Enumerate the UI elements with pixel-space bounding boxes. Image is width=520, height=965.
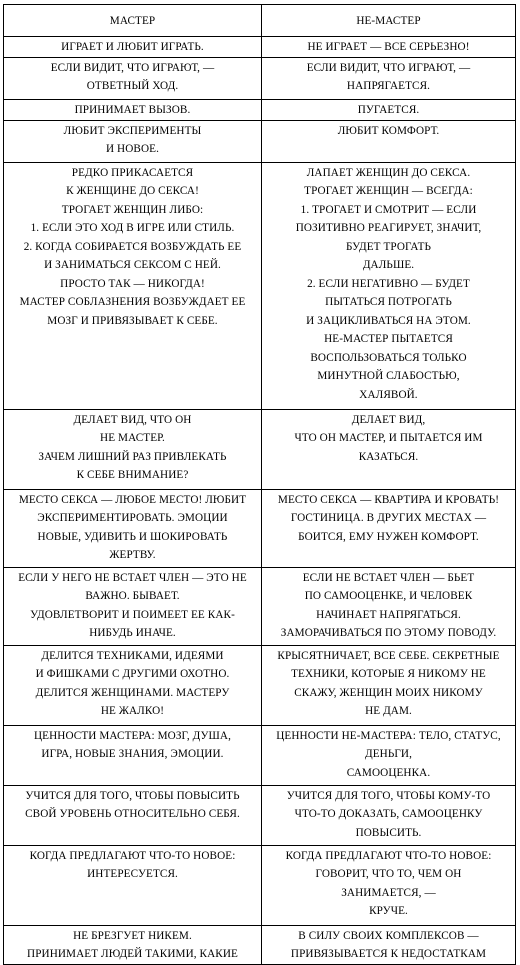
- table-row: [4, 489, 516, 567]
- header-label: НЕ-МАСТЕР: [356, 14, 421, 27]
- cell-line: ПРИНИМАЕТ ЛЮДЕЙ ТАКИМИ, КАКИЕ: [27, 948, 238, 960]
- cell-line: И НОВОЕ.: [105, 143, 159, 155]
- cell-master: [4, 409, 262, 489]
- cell-line: КОГДА ПРЕДЛАГАЮТ ЧТО-ТО НОВОЕ:: [29, 849, 236, 862]
- cell-line: МОЗГ И ПРИВЯЗЫВАЕТ К СЕБЕ.: [47, 314, 218, 327]
- header-label: МАСТЕР: [109, 14, 156, 27]
- cell-non-master: [262, 99, 516, 120]
- table-row: [4, 845, 516, 925]
- cell-non-master: [262, 409, 516, 489]
- cell-line: САМООЦЕНКА.: [346, 766, 431, 779]
- cell-master: [4, 37, 262, 58]
- cell-non-master: [262, 37, 516, 58]
- header-master: [4, 5, 262, 37]
- cell-line: ЖЕРТВУ.: [109, 549, 156, 561]
- table-row: [4, 409, 516, 489]
- cell-line: НЕ ДАМ.: [365, 705, 412, 717]
- cell-line: ЛЮБИТ ЭКСПЕРИМЕНТЫ: [63, 124, 202, 137]
- cell-line: НЕ ИГРАЕТ — ВСЕ СЕРЬЕЗНО!: [307, 41, 470, 53]
- cell-line: ПОЗИТИВНО РЕАГИРУЕТ, ЗНАЧИТ,: [295, 222, 482, 234]
- cell-line: ТЕХНИКИ, КОТОРЫЕ Я НИКОМУ НЕ: [291, 668, 486, 680]
- table-row: [4, 567, 516, 645]
- cell-non-master: [262, 725, 516, 785]
- cell-line: НЕ МАСТЕР.: [100, 432, 165, 444]
- cell-line: ЕСЛИ ВИДИТ, ЧТО ИГРАЮТ, —: [306, 61, 471, 74]
- cell-line: ТРОГАЕТ ЖЕНЩИН ЛИБО:: [61, 203, 204, 216]
- cell-line: ЕСЛИ НЕ ВСТАЕТ ЧЛЕН — БЬЕТ: [302, 571, 475, 584]
- cell-line: ПОВЫСИТЬ.: [355, 826, 422, 839]
- cell-line: УЧИТСЯ ДЛЯ ТОГО, ЧТОБЫ ПОВЫСИТЬ: [25, 789, 240, 802]
- cell-line: ВОСПОЛЬЗОВАТЬСЯ ТОЛЬКО: [310, 351, 467, 364]
- cell-line: ДАЛЬШЕ.: [362, 259, 415, 271]
- cell-line: УЧИТСЯ ДЛЯ ТОГО, ЧТОБЫ КОМУ-ТО: [286, 789, 491, 802]
- cell-non-master: [262, 57, 516, 99]
- cell-line: И ЗАЦИКЛИВАТЬСЯ НА ЭТОМ.: [306, 314, 471, 327]
- table-row: [4, 645, 516, 725]
- cell-non-master: [262, 785, 516, 845]
- cell-line: НОВЫЕ, УДИВИТЬ И ШОКИРОВАТЬ: [37, 530, 228, 543]
- cell-line: ПУГАЕТСЯ.: [357, 103, 420, 116]
- cell-line: ГОСТИНИЦА. В ДРУГИХ МЕСТАХ —: [290, 512, 487, 524]
- cell-line: УДОВЛЕТВОРИТ И ПОИМЕЕТ ЕЕ КАК-: [30, 608, 235, 621]
- cell-line: ДЕЛАЕТ ВИД,: [351, 413, 426, 426]
- cell-non-master: [262, 120, 516, 162]
- cell-line: ЗАНИМАЕТСЯ, —: [341, 886, 436, 899]
- cell-line: ЦЕННОСТИ МАСТЕРА: МОЗГ, ДУША,: [33, 729, 231, 742]
- comparison-table: [3, 4, 516, 965]
- cell-line: БОИТСЯ, ЕМУ НУЖЕН КОМФОРТ.: [298, 530, 479, 543]
- cell-line: И ФИШКАМИ С ДРУГИМИ ОХОТНО.: [35, 668, 230, 680]
- cell-line: ДЕНЬГИ,: [364, 748, 412, 760]
- table-row: [4, 785, 516, 845]
- table-body: [4, 37, 516, 965]
- table-row: [4, 925, 516, 964]
- comparison-sheet: [3, 4, 515, 960]
- cell-master: [4, 489, 262, 567]
- cell-line: ПО САМООЦЕНКЕ, И ЧЕЛОВЕК: [304, 590, 473, 602]
- cell-line: ПРИВЯЗЫВАЕТСЯ К НЕДОСТАТКАМ: [290, 948, 487, 960]
- cell-line: ВАЖНО. БЫВАЕТ.: [85, 590, 180, 602]
- cell-line: КОГДА ПРЕДЛАГАЮТ ЧТО-ТО НОВОЕ:: [285, 849, 492, 862]
- cell-line: КРЫСЯТНИЧАЕТ, ВСЕ СЕБЕ. СЕКРЕТНЫЕ: [277, 649, 500, 662]
- table-row: [4, 37, 516, 58]
- cell-line: ДЕЛИТСЯ ТЕХНИКАМИ, ИДЕЯМИ: [41, 649, 224, 662]
- cell-line: МЕСТО СЕКСА — ЛЮБОЕ МЕСТО! ЛЮБИТ: [18, 493, 247, 506]
- header-non-master: [262, 5, 516, 37]
- cell-master: [4, 785, 262, 845]
- cell-line: ОТВЕТНЫЙ ХОД.: [86, 80, 179, 92]
- cell-line: 1. ТРОГАЕТ И СМОТРИТ — ЕСЛИ: [300, 203, 477, 216]
- cell-line: ДЕЛАЕТ ВИД, ЧТО ОН: [73, 413, 192, 426]
- cell-line: МАСТЕР СОБЛАЗНЕНИЯ ВОЗБУЖДАЕТ ЕЕ: [19, 296, 246, 308]
- cell-line: ИНТЕРЕСУЕТСЯ.: [87, 868, 178, 880]
- cell-line: БУДЕТ ТРОГАТЬ: [345, 240, 432, 253]
- cell-line: ЕСЛИ ВИДИТ, ЧТО ИГРАЮТ, —: [50, 61, 215, 74]
- cell-line: ЭКСПЕРИМЕНТИРОВАТЬ. ЭМОЦИИ: [37, 512, 228, 524]
- cell-master: [4, 57, 262, 99]
- cell-master: [4, 845, 262, 925]
- cell-non-master: [262, 567, 516, 645]
- cell-non-master: [262, 925, 516, 964]
- cell-line: ПЫТАТЬСЯ ПОТРОГАТЬ: [325, 296, 452, 308]
- cell-line: 2. ЕСЛИ НЕГАТИВНО — БУДЕТ: [307, 277, 470, 290]
- cell-line: ЧТО-ТО ДОКАЗАТЬ, САМООЦЕНКУ: [294, 808, 483, 820]
- cell-non-master: [262, 162, 516, 409]
- cell-line: СКАЖУ, ЖЕНЩИН МОИХ НИКОМУ: [294, 686, 483, 699]
- cell-master: [4, 725, 262, 785]
- cell-line: В СИЛУ СВОИХ КОМПЛЕКСОВ —: [298, 929, 479, 942]
- cell-line: ПРОСТО ТАК — НИКОГДА!: [60, 277, 205, 290]
- cell-non-master: [262, 845, 516, 925]
- cell-line: НИБУДЬ ИНАЧЕ.: [89, 627, 176, 639]
- cell-line: МЕСТО СЕКСА — КВАРТИРА И КРОВАТЬ!: [277, 493, 500, 506]
- table-row: [4, 99, 516, 120]
- cell-master: [4, 925, 262, 964]
- table-row: [4, 57, 516, 99]
- cell-line: ХАЛЯВОЙ.: [359, 388, 418, 401]
- cell-line: КАЗАТЬСЯ.: [358, 450, 419, 463]
- cell-line: ЧТО ОН МАСТЕР, И ПЫТАЕТСЯ ИМ: [294, 432, 483, 444]
- cell-line: КРУЧЕ.: [369, 905, 408, 917]
- cell-line: ЕСЛИ У НЕГО НЕ ВСТАЕТ ЧЛЕН — ЭТО НЕ: [18, 571, 247, 584]
- cell-master: [4, 567, 262, 645]
- cell-line: ЛЮБИТ КОМФОРТ.: [337, 124, 440, 137]
- cell-line: ИГРАЕТ И ЛЮБИТ ИГРАТЬ.: [61, 41, 204, 53]
- cell-line: ПРИНИМАЕТ ВЫЗОВ.: [74, 103, 191, 116]
- cell-line: К СЕБЕ ВНИМАНИЕ?: [76, 469, 189, 481]
- cell-master: [4, 99, 262, 120]
- cell-master: [4, 645, 262, 725]
- cell-line: К ЖЕНЩИНЕ ДО СЕКСА!: [66, 185, 199, 197]
- header-row: [4, 5, 516, 37]
- table-row: [4, 725, 516, 785]
- cell-line: СВОЙ УРОВЕНЬ ОТНОСИТЕЛЬНО СЕБЯ.: [25, 808, 240, 820]
- cell-line: НАПРЯГАЕТСЯ.: [346, 80, 431, 92]
- cell-line: 1. ЕСЛИ ЭТО ХОД В ИГРЕ ИЛИ СТИЛЬ.: [30, 222, 235, 234]
- cell-line: РЕДКО ПРИКАСАЕТСЯ: [71, 166, 194, 179]
- cell-line: ЗАЧЕМ ЛИШНИЙ РАЗ ПРИВЛЕКАТЬ: [38, 450, 227, 463]
- cell-line: 2. КОГДА СОБИРАЕТСЯ ВОЗБУЖДАТЬ ЕЕ: [23, 240, 242, 253]
- cell-line: НЕ-МАСТЕР ПЫТАЕТСЯ: [324, 333, 453, 345]
- cell-line: ЛАПАЕТ ЖЕНЩИН ДО СЕКСА.: [306, 166, 471, 179]
- cell-line: НЕ БРЕЗГУЕТ НИКЕМ.: [73, 929, 192, 942]
- cell-line: ТРОГАЕТ ЖЕНЩИН — ВСЕГДА:: [304, 185, 473, 197]
- cell-line: ЗАМОРАЧИВАТЬСЯ ПО ЭТОМУ ПОВОДУ.: [280, 627, 497, 639]
- cell-line: МИНУТНОЙ СЛАБОСТЬЮ,: [317, 370, 460, 382]
- cell-non-master: [262, 645, 516, 725]
- cell-master: [4, 162, 262, 409]
- cell-line: ИГРА, НОВЫЕ ЗНАНИЯ, ЭМОЦИИ.: [41, 748, 224, 760]
- cell-master: [4, 120, 262, 162]
- cell-line: НАЧИНАЕТ НАПРЯГАТЬСЯ.: [316, 608, 461, 621]
- table-row: [4, 120, 516, 162]
- cell-line: ГОВОРИТ, ЧТО ТО, ЧЕМ ОН: [315, 868, 462, 880]
- cell-line: И ЗАНИМАТЬСЯ СЕКСОМ С НЕЙ.: [44, 259, 221, 271]
- cell-non-master: [262, 489, 516, 567]
- cell-line: НЕ ЖАЛКО!: [100, 705, 165, 717]
- cell-line: ЦЕННОСТИ НЕ-МАСТЕРА: ТЕЛО, СТАТУС,: [276, 729, 501, 742]
- table-row: [4, 162, 516, 409]
- cell-line: ДЕЛИТСЯ ЖЕНЩИНАМИ. МАСТЕРУ: [35, 686, 230, 699]
